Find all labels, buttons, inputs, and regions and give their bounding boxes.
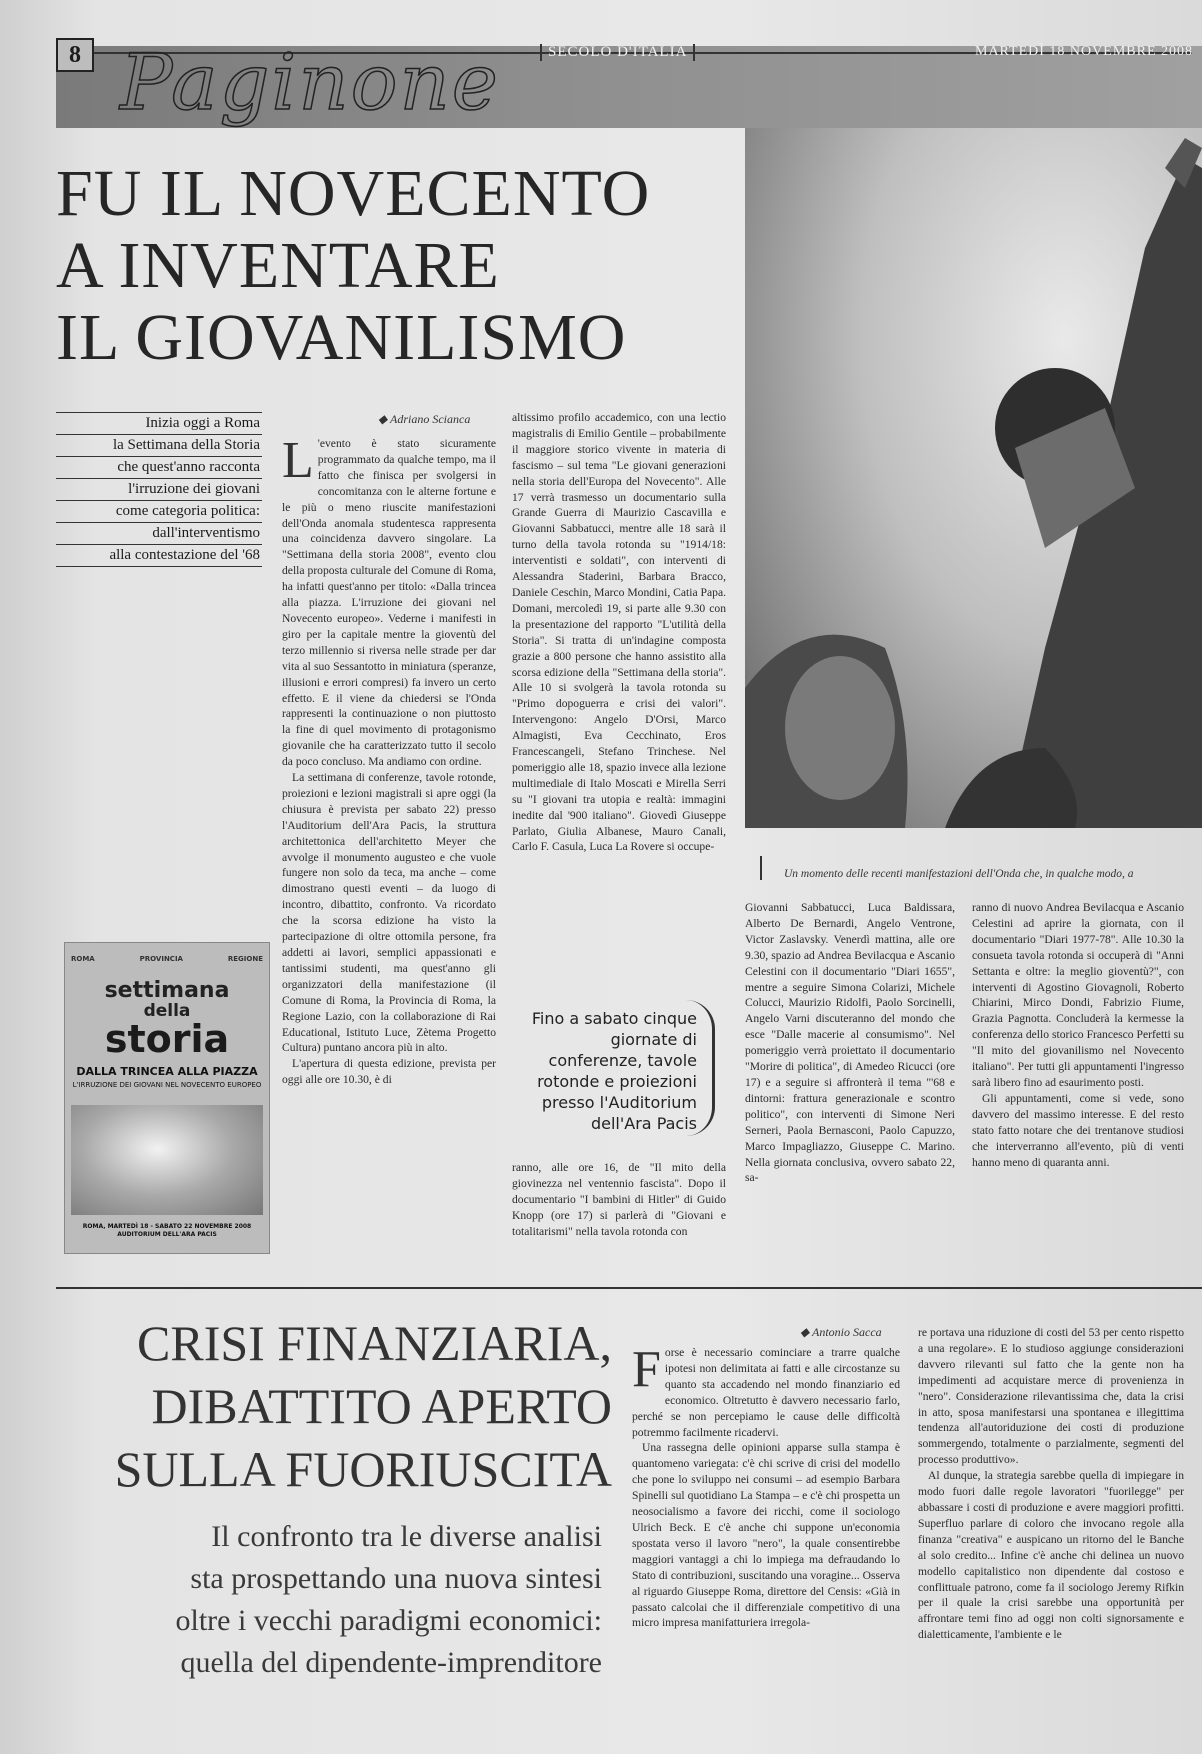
byline-author: Adriano Scianca	[390, 412, 471, 426]
logo-provincia: PROVINCIA	[139, 955, 183, 963]
deck-line: la Settimana della Storia	[56, 435, 262, 457]
paragraph: 'evento è stato sicuramente programmato da qualche tempo, ma il fatto che finisca per svolgersi in concomitanza con le alterne fortune e le più o meno riuscite manifestazioni dell'Onda anomala studentesca rappresenta una coincidenza davvero singolare. La "Settimana della storia 2008", evento clou della proposta culturale del Comune di Roma, ha infatti quest'anno per titolo: «Dalla trincea alla piazza. L'irruzione dei giovani nel Novecento europeo». Vederne i manifesti in giro per la capitale mentre la gioventù del terzo millennio si riversa nelle strade per dar vita al suo Sessantotto in miniatura (speranze, illusioni e errori compresi) fa invero un certo effetto. E il viene da chiedersi se l'Onda rappresenti la continuazione o non piuttosto la fine di quel movimento di protagonismo giovanile che ha caratterizzato tutto il secolo da poco concluso. Ma andiamo con ordine.	[282, 437, 496, 769]
paragraph: Gli appuntamenti, come si vede, sono davvero del massimo interesse. E del resto stato fatto notare che dei trentanove studiosi che interverranno all'evento, più di venti hanno meno di quaranta anni.	[972, 1091, 1184, 1169]
deck-line: Il confronto tra le diverse analisi	[211, 1520, 602, 1553]
deck-line: alla contestazione del '68	[56, 545, 262, 567]
deck-line: come categoria politica:	[56, 501, 262, 523]
section-divider	[56, 1287, 1202, 1289]
ad-title-line1: settimana	[104, 978, 230, 1003]
article-column-4	[972, 900, 1184, 1272]
paragraph: L'apertura di questa edizione, prevista per oggi alle ore 10.30, è di	[282, 1057, 496, 1087]
deck-line: oltre i vecchi paradigmi economici:	[175, 1604, 602, 1637]
main-headline	[56, 158, 736, 374]
byline-diamond-icon: ◆	[378, 412, 391, 426]
article-column-2	[512, 410, 726, 960]
paragraph: ranno, alle ore 16, de "Il mito della giovinezza nel ventennio fascista". Dopo il documentario "I bambini di Hitler" di Guido Knopp (ore 17) si parlerà di "Giovani e totalitarismi" nella tavola rotonda con	[512, 1161, 726, 1238]
paragraph: Giovanni Sabbatucci, Luca Baldissara, Alberto De Bernardi, Angelo Ventrone, Victor Zaslavsky. Venerdì mattina, alle ore 9.30, spazio ad Andrea Bevilacqua e Ascanio Celestini con il documentario "Diari 1655", mentre a seguire Simona Colarizi, Michele Colucci, Maurizio Ridolfi, Paolo Sorcinelli, Angelo Varni discuteranno del mondo che esce "Dalle macerie al consumismo". Nel pomeriggio verrà proiettato il documentario "Morire di politica", di Amedeo Ricucci (ore 17) e a seguire si affronterà il tema "'68 e dintorni: frattura generazionale e scontro politico", con interventi di Simone Neri Serneri, Paola Bernasconi, Paolo Capuzzo, Marco Impagliazzo, Giuseppe C. Marino. Nella giornata conclusiva, ovvero sabato 22, sa-	[745, 901, 955, 1185]
paragraph: orse è necessario cominciare a trarre qualche ipotesi non delimitata ai fatti e alle circostanze su quanto sta accadendo nel mondo finanziario ed economico. Oltretutto è davvero necessario farlo, perché se non percepiamo le cause delle difficoltà potremmo facilmente ricadervi.	[632, 1346, 900, 1439]
deck-line: quella del dipendente-imprenditore	[180, 1646, 602, 1679]
article-deck	[56, 412, 262, 567]
deck-line: l'irruzione dei giovani	[56, 479, 262, 501]
page-number: 8	[56, 38, 94, 72]
dropcap: F	[632, 1345, 661, 1398]
deck-line: che quest'anno racconta	[56, 457, 262, 479]
caption-bar	[760, 856, 762, 880]
ad-title-line2: della	[143, 1001, 191, 1021]
pull-quote: Fino a sabato cinque giornate di conferenze, tavole rotonde e proiezioni presso l'Auditorium dell'Ara Pacis	[531, 1009, 697, 1133]
ad-tagline: L'IRRUZIONE DEI GIOVANI NEL NOVECENTO EUROPEO	[72, 1081, 262, 1089]
protest-photo	[745, 128, 1202, 828]
headline-line: CRISI FINANZIARIA,	[137, 1315, 612, 1371]
headline-line: FU IL NOVECENTO	[56, 157, 651, 230]
paragraph: ranno di nuovo Andrea Bevilacqua e Ascanio Celestini ad aprire la giornata, con il documentario "Diari 1977-78". Alle 10.30 la consueta tavola rotonda si occuperà di "Anni Settanta e oltre: la meglio gioventù?", con interventi di Agostino Giovagnoli, Roberto Chiarini, Mirco Dondi, Fabrizio Fiume, Grazia Pagnotta. Concluderà la kermesse la conferenza dello storico Francesco Perfetti su "Il mito del giovanilismo nel Novecento italiano". Per tutti gli appuntamenti l'ingresso sarà libero fino ad esaurimento posti.	[972, 901, 1184, 1089]
deck-line: sta prospettando una nuova sintesi	[190, 1562, 602, 1595]
article2-column-2	[918, 1325, 1184, 1750]
paragraph: Una rassegna delle opinioni apparse sulla stampa è quantomeno variegata: c'è chi scrive di crisi del modello che pone lo sviluppo nei consumi – ad esempio Barbara Spinelli sul quotidiano La Stampa – e c'è chi prospetta un neosocialismo a favore dei ricchi, come il sociologo Ulrich Beck. E c'è anche chi suppone un'economia spostata verso il lavoro "nero", la quale consentirebbe maggiori vantaggi a chi lo impiega ma defraudando lo Stato di contribuzioni, suscitando una voragine... Osserva al riguardo Giuseppe Roma, direttore del Censis: «Già in passato calcolai che il differenziale competitivo di una micro impresa manifatturiera irregola-	[632, 1441, 900, 1630]
second-headline	[56, 1312, 612, 1501]
newspaper-name: SECOLO D'ITALIA	[540, 44, 695, 61]
article2-column-1	[632, 1345, 900, 1750]
byline-diamond-icon: ◆	[800, 1325, 813, 1339]
article-column-2-cont	[512, 1160, 726, 1272]
paragraph: altissimo profilo accademico, con una lectio magistralis di Emilio Gentile – probabilmente il maggiore storico vivente in materia di fascismo – sul tema "Le giovani generazioni nella storia dell'Europa del Novecento". Alle 17 verrà trasmesso un documentario sulla Grande Guerra di Maurizio Cascavilla e Giovanni Sabbatucci, mentre alle 18 sarà il turno della tavola rotonda su "1914/18: interventisti e soldati", con interventi di Alessandra Staderini, Barbara Bracco, Daniele Ceschin, Marco Mondini, Catia Papa. Domani, mercoledì 19, si parte alle 9.30 con la presentazione del rapporto "L'utilità della Storia". Si tratta di un'indagine composta grazie a 800 persone che hanno assistito alla scorsa edizione della "Settimana della storia". Alle 10 si svolgerà la tavola rotonda su "Primo dopoguerra e crisi dei valori". Intervengono: Angelo D'Orsi, Marco Almagisti, Eva Cecchinato, Eros Francescangeli, Stefano Trinchese. Nel pomeriggio alle 18, spazio invece alla lezione multimediale di Italo Moscati e Mirella Serri su "I giovani tra utopia e realtà: immagini inedite dal '900 italiano". Giovedì Giuseppe Parlato, Giulia Albanese, Mauro Canali, Carlo F. Casula, Luca La Rovere si occupe-	[512, 411, 726, 854]
protest-photo-illustration	[745, 128, 1202, 828]
sponsor-logos	[71, 955, 263, 963]
headline-line: DIBATTITO APERTO	[151, 1378, 612, 1434]
paragraph: Al dunque, la strategia sarebbe quella di impiegare in modo fuori dalle regole lavoratori "fuorilegge" per abbassare i costi di produzione e avere maggiori profitti. Superfluo parlare di coloro che invocano regole alla finanza "creativa" e auspicano un ritorno del le Banche al solo credito... Infine c'è anche chi delinea un nuovo modello capitalistico non dipendente dal costoso e conflittuale patrono, come fa il sociologo Jeremy Rifkin per il quale la crisi sarebbe una opportunità per affrontare temi fino ad oggi non colti signorsamente e dialetticamente, l'ambiente e le	[918, 1469, 1184, 1642]
photo-caption: Un momento delle recenti manifestazioni dell'Onda che, in qualche modo, a	[784, 868, 1134, 880]
ad-title-line3: storia	[104, 1017, 230, 1061]
article-column-1	[282, 436, 496, 1272]
article-column-3	[745, 900, 955, 1272]
headline-line: IL GIOVANILISMO	[56, 301, 627, 374]
ad-subtitle: DALLA TRINCEA ALLA PIAZZA	[76, 1065, 258, 1078]
section-title: Paginone	[120, 38, 500, 128]
event-advertisement	[64, 942, 270, 1254]
paragraph: La settimana di conferenze, tavole rotonde, proiezioni e lezioni magistrali si apre oggi (la chiusura è prevista per sabato 22) presso l'Auditorium dell'Ara Pacis, la struttura architettonica dell'architetto Meyer che avvolge il monumento augusteo e che vuole fungere non solo da teca, ma anche – come dimostrano questi eventi – da luogo di incontro, dibattito, confronto. Va ricordato che la scorsa edizione ha visto la partecipazione di oltre ottomila persone, fra addetti ai lavori, semplici appassionati e tantissimi studenti, ma quest'anno gli organizzatori della manifestazione (il Comune di Roma, la Provincia di Roma, la Regione Lazio, con la collaborazione di Rai Educational, Istituto Luce, Zètema Progetto Cultura) puntano ancora più in alto.	[282, 771, 496, 1055]
deck-line: dall'interventismo	[56, 523, 262, 545]
issue-date: MARTEDÌ 18 NOVEMBRE 2008	[975, 44, 1193, 59]
byline	[378, 412, 470, 427]
ad-photo	[71, 1105, 263, 1215]
paragraph: re portava una riduzione di costi del 53 per cento rispetto a una regolare». E lo studioso aggiunge considerazioni davvero rilevanti sul fatto che la gente non ha impedimenti ad acquistare merce di provenienza in "nero". Considerazione rilevantissima che, data la crisi in atto, sposa manifestarsi una spontanea e illegittima tendenza all'autoriduzione dei costi di produzione sommergendo, totalmente o parzialmente, segmenti del processo produttivo».	[918, 1326, 1184, 1467]
deck-line: Inizia oggi a Roma	[56, 412, 262, 435]
byline-author: Antonio Sacca	[812, 1325, 882, 1339]
pull-quote-bracket	[686, 1000, 715, 1136]
byline	[800, 1325, 882, 1340]
ad-footer: ROMA, MARTEDÌ 18 - SABATO 22 NOVEMBRE 2008 AUDITORIUM DELL'ARA PACIS	[82, 1223, 252, 1238]
logo-regione: REGIONE	[227, 955, 263, 963]
dropcap: L	[282, 436, 314, 489]
headline-line: A INVENTARE	[56, 229, 500, 302]
headline-line: SULLA FUORIUSCITA	[114, 1441, 612, 1497]
logo-roma: ROMA	[71, 955, 95, 963]
second-deck	[56, 1516, 602, 1684]
